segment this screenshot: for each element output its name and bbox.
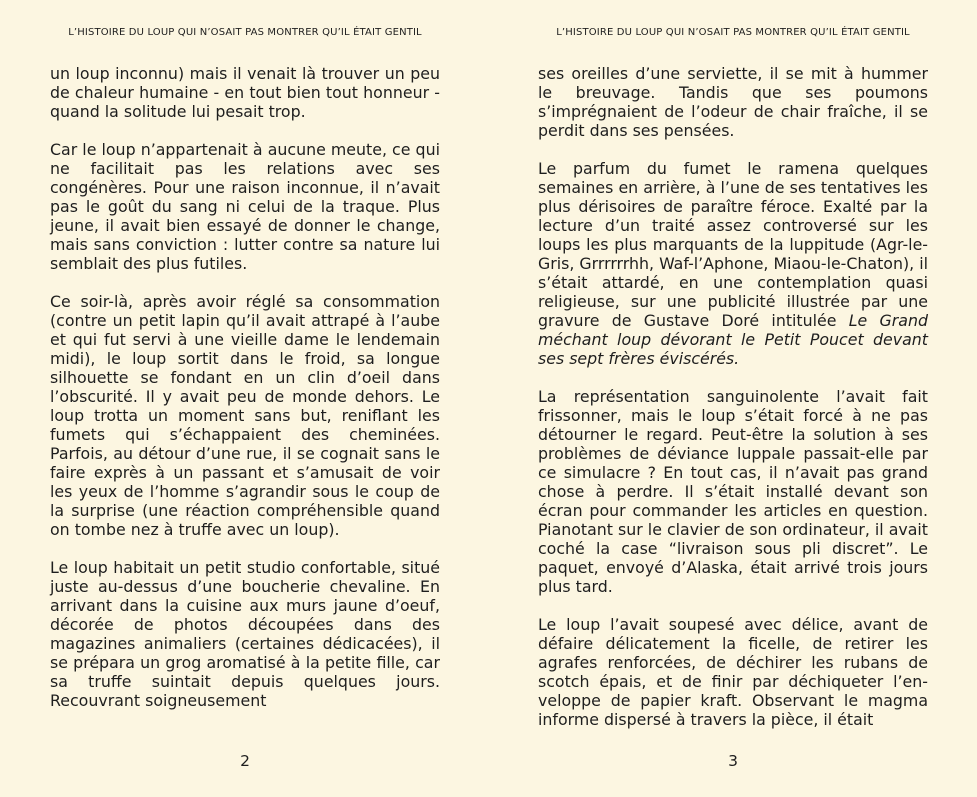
running-head-right: L’HISTOIRE DU LOUP QUI N’OSAIT PAS MONTRER QU’IL ÉTAIT GENTIL — [556, 27, 910, 38]
paragraph: Le loup habitait un petit studio confortable, situé juste au-dessus d’une boucherie chevaline. En arrivant dans la cuisine aux murs jaune d’oeuf, décorée de photos découpées dans des magazines animaliers (certaines dédicacées), il se prépara un grog aromatisé à la petite fille, car sa truffe suintait depuis quelques jours. Recouvrant soigneusement — [50, 558, 440, 710]
paragraph: Le loup l’avait soupesé avec délice, avant de défaire délicatement la ficelle, de retirer les agrafes renforcées, de déchirer les rubans de scotch épais, et de finir par déchiqueter l’enveloppe de papier kraft. Observant le magma informe dispersé à travers la pièce, il était — [538, 615, 928, 729]
paragraph: ses oreilles d’une serviette, il se mit à hummer le breuvage. Tandis que ses poumons s’imprégnaient de l’odeur de chair fraîche, il se perdit dans ses pensées. — [538, 64, 928, 140]
paragraph: Ce soir-là, après avoir réglé sa consommation (contre un petit lapin qu’il avait attrapé à l’aube et qui fut servi à une vieille dame le lendemain midi), le loup sortit dans le froid, sa longue silhouette se fondant en un clin d’oeil dans l’obscurité. Il y avait peu de monde dehors. Le loup trotta un moment sans but, reniflant les fumets qui s’échappaient des cheminées. Parfois, au détour d’une rue, il se cognait sans le faire exprès à un passant et s’amusait de voir les yeux de l’homme s’agrandir sous le coup de la surprise (une réaction compréhensible quand on tombe nez à truffe avec un loup). — [50, 292, 440, 539]
engraving-title: Le Grand méchant loup dévorant le Petit Poucet devant ses sept frères éviscérés. — [538, 311, 928, 368]
paragraph-with-title — [538, 159, 928, 368]
left-page — [50, 0, 440, 797]
paragraph: un loup inconnu) mais il venait là trouver un peu de chaleur humaine - en tout bien tout honneur - quand la solitude lui pesait trop. — [50, 64, 440, 121]
paragraph: Car le loup n’appartenait à aucune meute, ce qui ne facilitait pas les relations avec ses congénères. Pour une raison inconnue, il n’avait pas le goût du sang ni celui de la traque. Plus jeune, il avait bien essayé de donner le change, mais sans conviction : lutter contre sa nature lui semblait des plus futiles. — [50, 140, 440, 273]
running-head-left: L’HISTOIRE DU LOUP QUI N’OSAIT PAS MONTRER QU’IL ÉTAIT GENTIL — [68, 27, 422, 38]
paragraph: La représentation sanguinolente l’avait fait frissonner, mais le loup s’était forcé à ne pas détourner le regard. Peut-être la solution à ses problèmes de déviance luppale passait-elle par ce simulacre ? En tout cas, il n’avait pas grand chose à perdre. Il s’était installé devant son écran pour commander les articles en question. Pianotant sur le clavier de son ordinateur, il avait coché la case “livraison sous pli discret”. Le paquet, envoyé d’Alaska, était arrivé trois jours plus tard. — [538, 387, 928, 596]
right-page — [538, 0, 928, 797]
page-number-right: 3 — [728, 752, 738, 770]
paragraph-text: Le parfum du fumet le ramena quelques semaines en arrière, à l’une de ses tentatives les plus dérisoires de paraître féroce. Exalté par la lecture d’un traité assez controversé sur les loups les plus marquants de la luppitude (Agr-le-Gris, Grrrrrrhh, Waf-l’Aphone, Miaou-le-Chaton), il s’était attardé, en une contemplation quasi religieuse, sur une publicité illustrée par une gravure de Gustave Doré intitulée — [538, 159, 928, 330]
page-number-left: 2 — [240, 752, 250, 770]
left-page-body — [50, 64, 440, 729]
right-page-body — [538, 64, 928, 748]
